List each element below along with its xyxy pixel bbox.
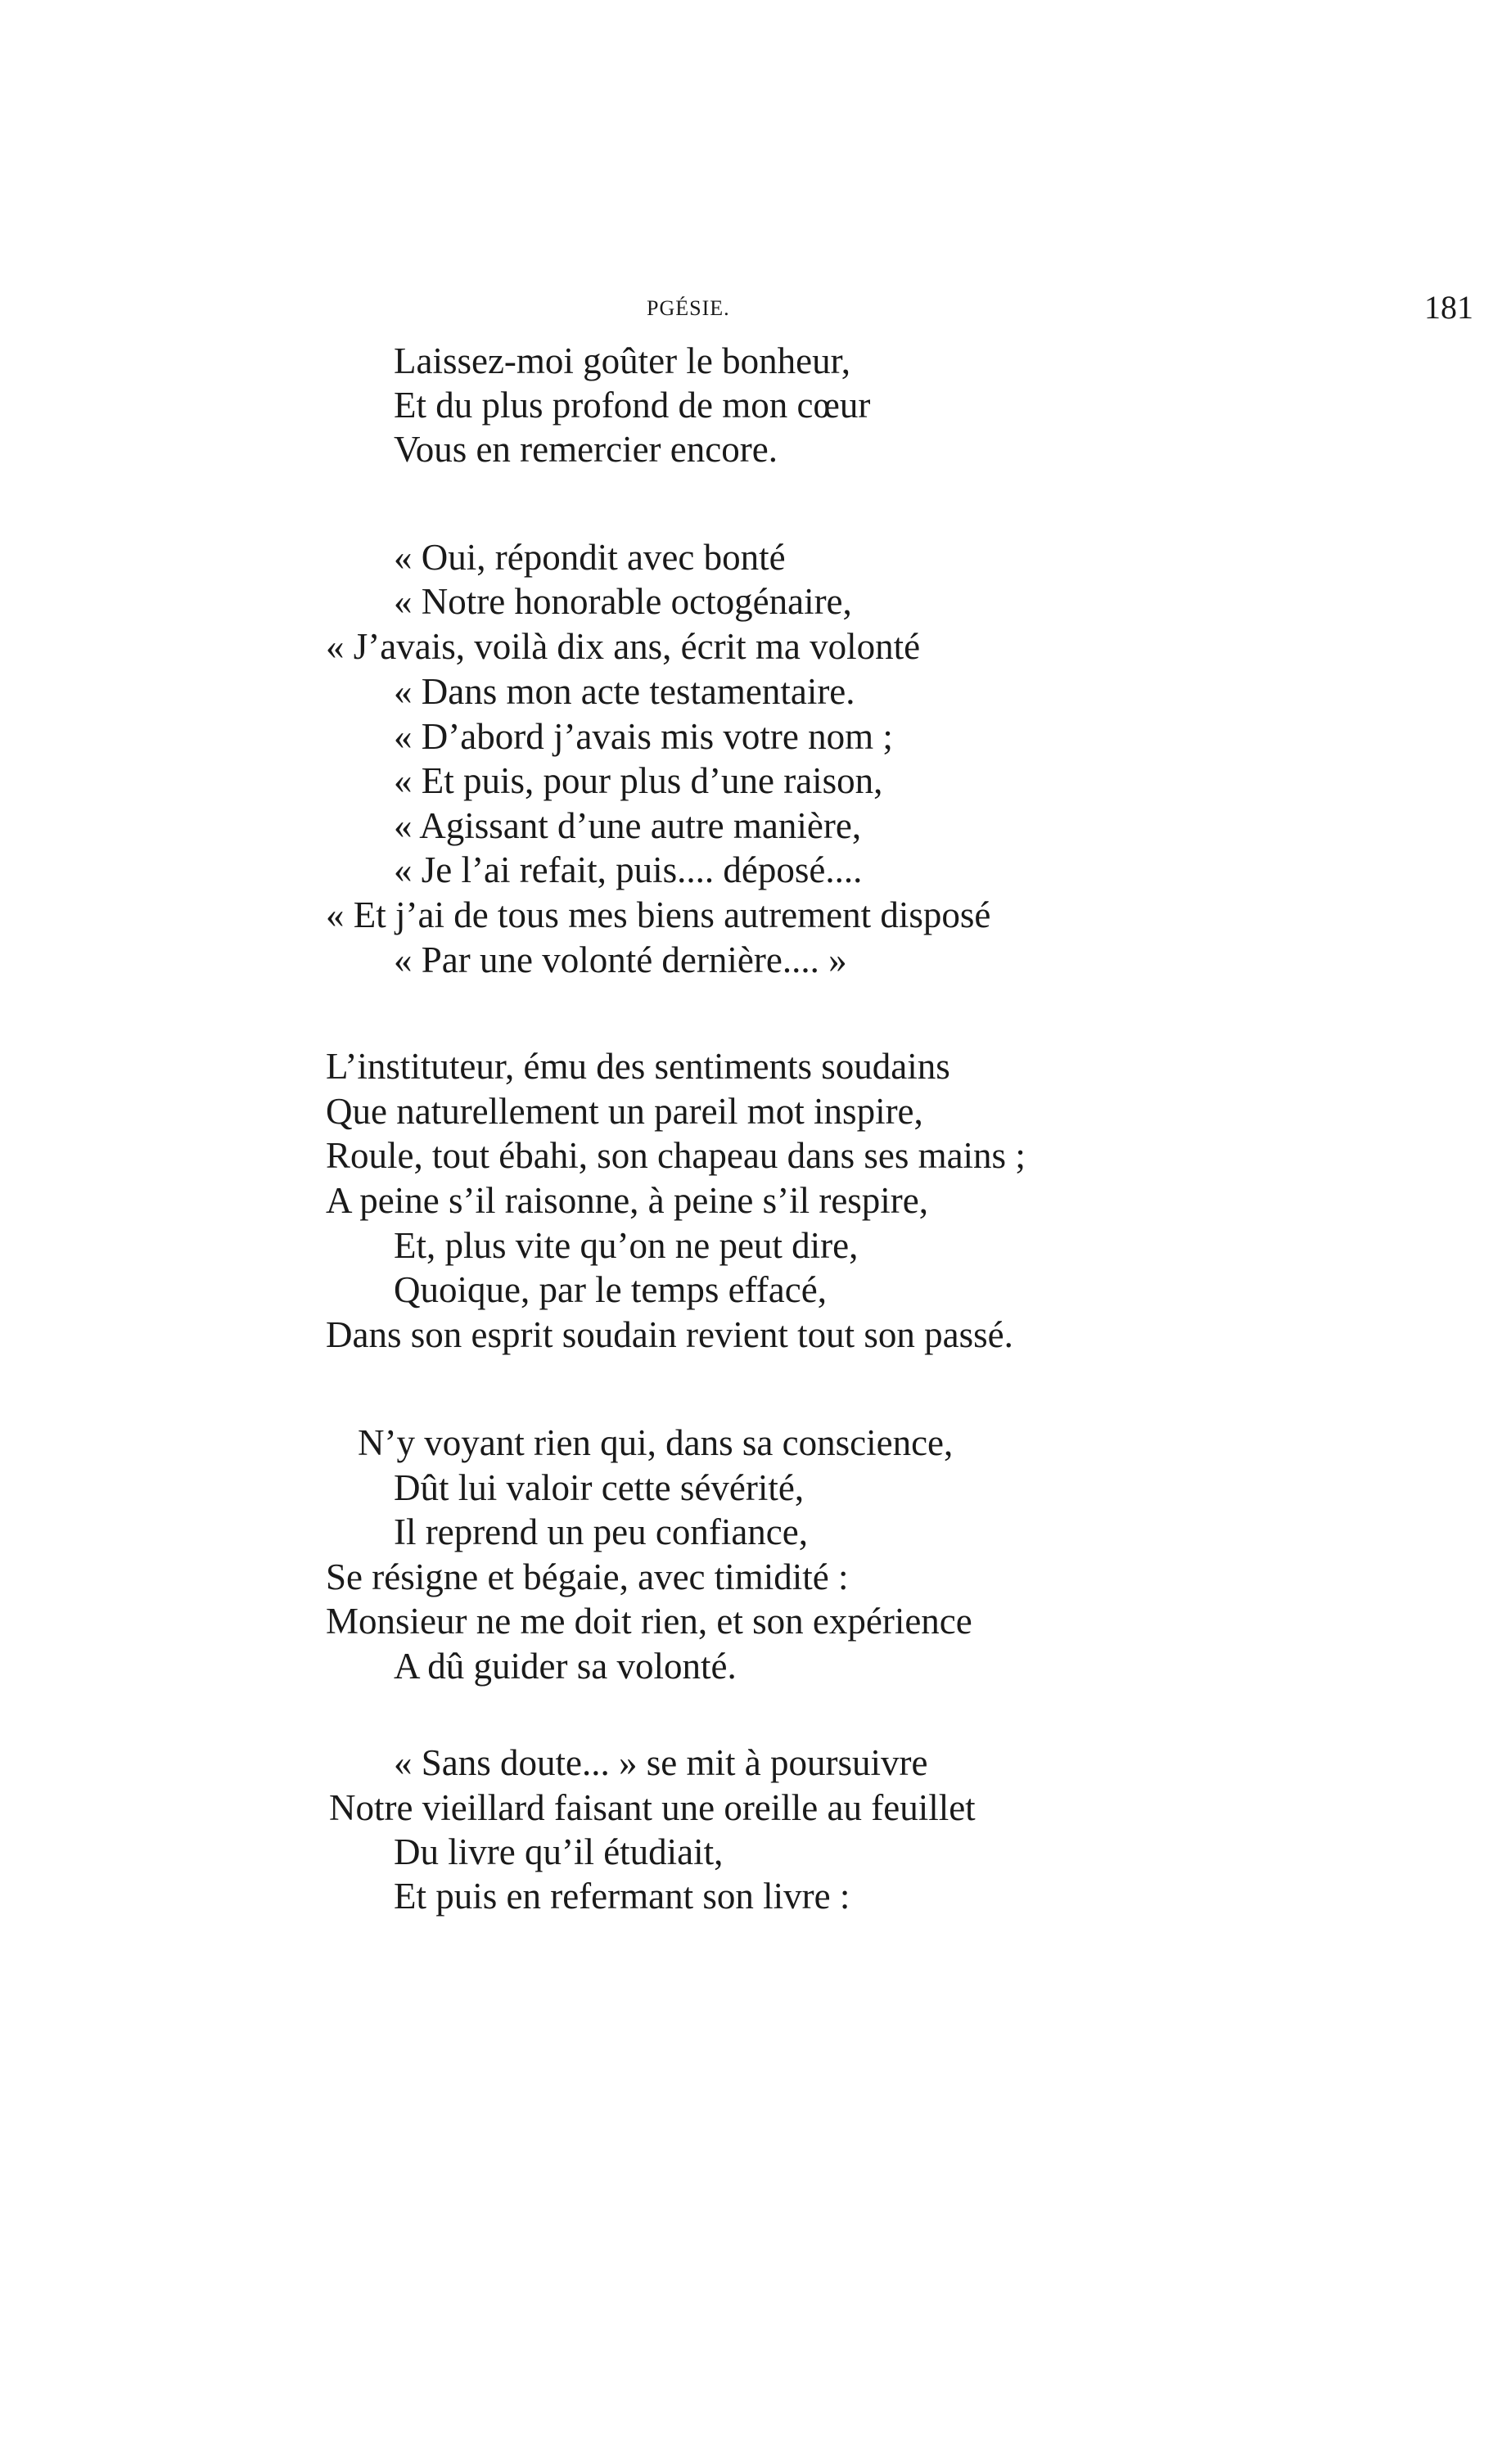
poem-line: Et, plus vite qu’on ne peut dire, [394,1225,859,1266]
poem-line: A peine s’il raisonne, à peine s’il respire, [326,1180,929,1221]
poem-line: Se résigne et bégaie, avec timidité : [326,1556,849,1597]
running-header: PGÉSIE. [647,296,730,320]
poem-line: « Et j’ai de tous mes biens autrement disposé [326,894,991,935]
poem-line: Il reprend un peu confiance, [394,1511,809,1552]
poem-line: L’instituteur, ému des sentiments soudains [326,1046,950,1087]
poem-line: Et puis en refermant son livre : [394,1876,850,1917]
poem-line: « Par une volonté dernière.... » [394,939,847,980]
poem-line: « Et puis, pour plus d’une raison, [394,760,883,801]
poem-line: Notre vieillard faisant une oreille au feuillet [329,1787,976,1828]
poem-line: Et du plus profond de mon cœur [394,385,871,426]
poem-line: Dût lui valoir cette sévérité, [394,1467,805,1508]
poem-line: Laissez-moi goûter le bonheur, [394,340,851,381]
poem-line: Vous en remercier encore. [394,429,778,470]
poem-line: « Je l’ai refait, puis.... déposé.... [394,849,863,890]
poem-line: Dans son esprit soudain revient tout son passé. [326,1314,1013,1355]
poem-line: « D’abord j’avais mis votre nom ; [394,716,893,757]
poem-line: Monsieur ne me doit rien, et son expérience [326,1601,972,1642]
poem-line: « Oui, répondit avec bonté [394,537,786,578]
poem-line: « Agissant d’une autre manière, [394,805,862,846]
poem-line: « J’avais, voilà dix ans, écrit ma volonté [326,626,921,667]
poem-line: « Dans mon acte testamentaire. [394,671,855,712]
poem-line: N’y voyant rien qui, dans sa conscience, [358,1422,954,1463]
poem-line: « Notre honorable octogénaire, [394,581,852,622]
poem-line: Quoique, par le temps effacé, [394,1269,827,1310]
poem-line: Que naturellement un pareil mot inspire, [326,1091,923,1132]
poem-line: Du livre qu’il étudiait, [394,1831,724,1872]
poem-line: A dû guider sa volonté. [394,1646,737,1687]
poem-line: Roule, tout ébahi, son chapeau dans ses mains ; [326,1135,1026,1176]
page-number: 181 [1424,289,1473,326]
poem-line: « Sans doute... » se mit à poursuivre [394,1742,928,1783]
